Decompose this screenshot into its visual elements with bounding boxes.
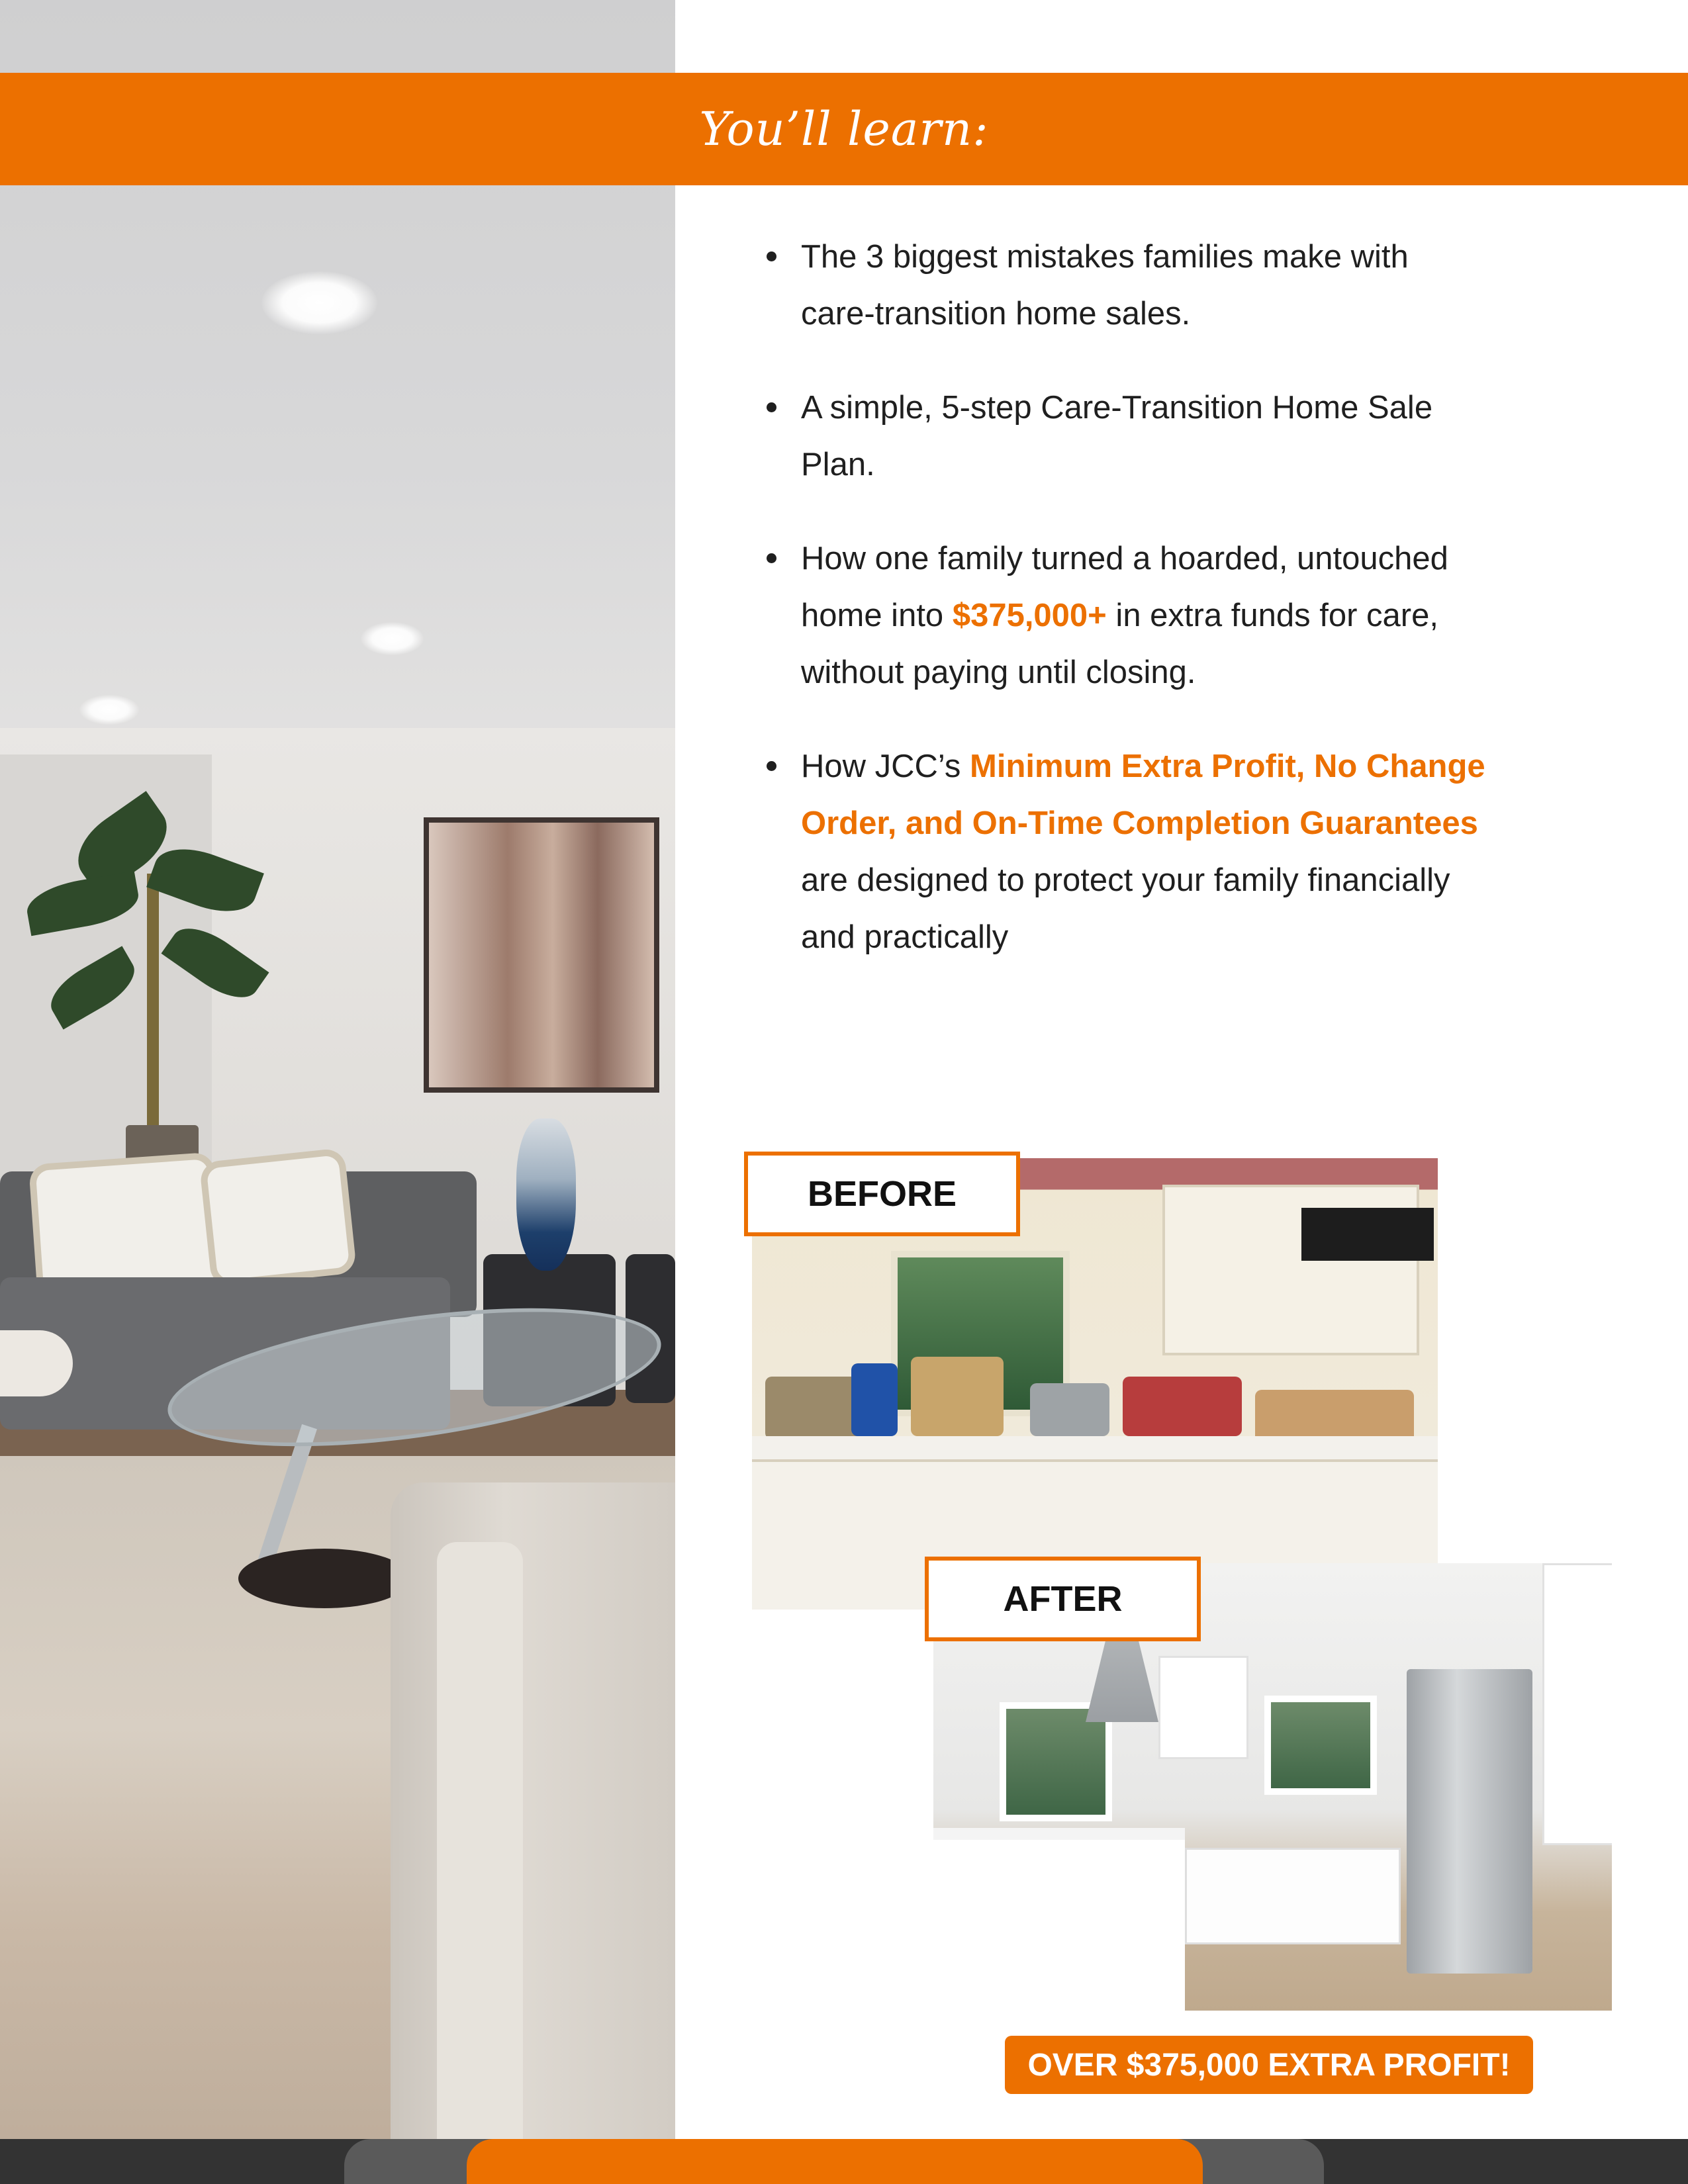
vase [516, 1118, 576, 1271]
list-item [761, 228, 1489, 342]
list-item-text: How JCC’s [801, 749, 970, 784]
learn-list [761, 228, 1489, 1003]
list-item [761, 530, 1489, 701]
pillow [207, 1155, 350, 1281]
clutter [851, 1363, 898, 1436]
header-band [0, 73, 1688, 185]
living-room-photo [0, 0, 675, 2139]
lower-cabinets [1185, 1848, 1401, 1944]
bullet-icon [767, 761, 776, 771]
plant-pot [126, 1125, 199, 1165]
refrigerator [1407, 1669, 1532, 1974]
kitchen-window [1264, 1696, 1377, 1795]
bullet-icon [767, 251, 776, 261]
range-hood [1301, 1208, 1434, 1261]
armchair-arm [437, 1542, 523, 2139]
list-item-text: How one family turned a hoarded, untouched home into [801, 541, 1448, 633]
upper-cabinets [1542, 1563, 1612, 1845]
highlight-amount: $375,000+ [952, 598, 1107, 633]
section-title: You’ll learn: [699, 102, 989, 156]
profit-badge: OVER $375,000 EXTRA PROFIT! [1005, 2036, 1533, 2094]
bullet-icon [767, 402, 776, 412]
ceiling-light [261, 271, 377, 334]
clutter [1030, 1383, 1109, 1436]
list-item [761, 738, 1489, 966]
armchair [391, 1482, 675, 2139]
ceiling-light [361, 622, 424, 655]
list-item [761, 379, 1489, 493]
blanket [0, 1330, 73, 1396]
footer-tab [467, 2139, 1203, 2184]
ceiling-light [79, 695, 139, 725]
after-label: AFTER [925, 1557, 1201, 1641]
upper-cabinets [1158, 1656, 1248, 1759]
table-base [238, 1549, 410, 1608]
wall-art [424, 817, 659, 1093]
list-item-text: are designed to protect your family financially and practically [801, 862, 1450, 955]
before-label: BEFORE [744, 1152, 1020, 1236]
bullet-icon [767, 553, 776, 563]
list-item-text: A simple, 5-step Care-Transition Home Sale Plan. [801, 390, 1433, 482]
clutter [1123, 1377, 1242, 1436]
clutter [911, 1357, 1004, 1436]
highlight-guarantees: Minimum Extra Profit, No Change Order, and On-Time Completion Guarantees [801, 749, 1485, 841]
plant [147, 874, 159, 1132]
counter [752, 1436, 1438, 1463]
list-item-text: The 3 biggest mistakes families make with care-transition home sales. [801, 239, 1409, 332]
pillow [36, 1159, 216, 1297]
kitchen-island [933, 1828, 1185, 2011]
clutter [1255, 1390, 1414, 1443]
list-item-text: in extra funds for care, without paying until closing. [801, 598, 1438, 690]
